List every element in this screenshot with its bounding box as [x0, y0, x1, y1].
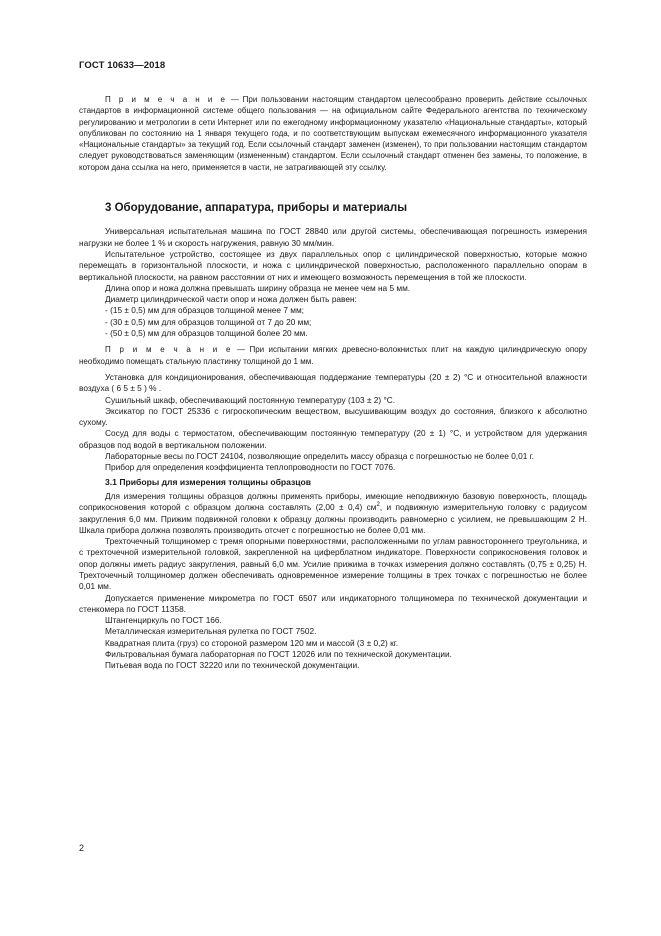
paragraph-conditioning: Установка для кондиционирования, обеспечивающая поддержание температуры (20 ± 2) °С и относительной влажности воздуха ( 6 5 ± 5 ) % .: [79, 371, 587, 394]
note-soft-boards: [79, 344, 587, 367]
paragraph-testing-machine: Универсальная испытательная машина по ГОСТ 28840 или другой системы, обеспечивающая погрешность измерения нагрузки не более 1 % и скорость нагружения, равную 30 мм/мин.: [79, 226, 587, 248]
paragraph-support-length: Длина опор и ножа должна превышать ширину образца не менее чем на 5 мм.: [105, 282, 411, 293]
note-text: — При испытании мягких древесно-волокнистых плит на каждую цилиндрическую опору необходимо помещать стальную пластинку толщиной до 1 мм.: [79, 345, 587, 366]
paragraph-three-point-gauge: Трехточечный толщиномер с тремя опорными поверхностями, расположенными по углам равностороннего треугольника, и с трехточечной измерительной головкой, закрепленной на циферблатном индикаторе. Поверхности соприкосновения головок и опор должны иметь радиус закругления, равный 6,0 мм. Усилие прижима в точках измерения должно составлять (0,75 ± 0,25) Н. Трехточечный толщиномер должен обеспечивать одновременное измерение толщины в трех точках с погрешностью не более 0,01 мм.: [79, 536, 587, 592]
list-item: - (30 ± 0,5) мм для образцов толщиной от 7 до 20 мм;: [105, 316, 312, 327]
paragraph-drying-cabinet: Сушильный шкаф, обеспечивающий постоянную температуру (103 ± 2) °С.: [105, 394, 396, 405]
list-item: - (50 ± 0,5) мм для образцов толщиной более 20 мм.: [105, 328, 308, 339]
paragraph-caliper: Штангенциркуль по ГОСТ 166.: [105, 615, 222, 626]
paragraph-conductivity-device: Прибор для определения коэффициента теплопроводности по ГОСТ 7076.: [105, 462, 396, 473]
paragraph-test-device: Испытательное устройство, состоящее из двух параллельных опор с цилиндрической поверхностью, которые можно перемещать в горизонтальной плоскости, и ножа с цилиндрической поверхностью, расположенного параллельно опорам в вертикальной плоскости, на равном расстоянии от них и имеющего возможность перемещения в той же плоскости.: [79, 248, 587, 282]
page-content: [79, 94, 587, 672]
paragraph-tape-measure: Металлическая измерительная рулетка по ГОСТ 7502.: [105, 626, 317, 637]
note-label: П р и м е ч а н и е: [105, 345, 233, 355]
note-text: — При пользовании настоящим стандартом целесообразно проверить действие ссылочных стандартов в информационной системе общего пользования — на официальном сайте Федерального агентства по техническому регулированию и метрологии в сети Интернет или по ежегодному информационному указателю «Национальные стандарты», который опубликован по состоянию на 1 января текущего года, и по соответствующим выпускам ежемесячного информационного указателя «Национальные стандарты» за текущий год. Если ссылочный стандарт заменен (изменен), то при пользовании настоящим стандартом следует руководствоваться заменяющим (измененным) стандартом. Если ссылочный стандарт отменен без замены, то положение, в котором дана ссылка на него, применяется в части, не затрагивающей эту ссылку.: [79, 95, 587, 172]
paragraph-thickness-instruments: Для измерения толщины образцов должны применять приборы, имеющие неподвижную базовую поверхность, площадь соприкосновения которой с образцом должна составлять (2,00 ± 0,4) $см^2$, и подвижную измерительную головку с радиусом закругления 6,0 мм. Прижим подвижной головки к образцу должны производить равномерно с усилием, не превышающим 2 Н. Шкала прибора должна позволять производить отсчет с погрешностью не более 0,01 мм.: [79, 490, 587, 535]
section-3-heading: 3 Оборудование, аппаратура, приборы и материалы: [105, 202, 408, 215]
standard-header: ГОСТ 10633—2018: [79, 60, 166, 71]
page-number: 2: [79, 843, 85, 853]
note-reference-standards: [79, 94, 587, 173]
paragraph-scales: Лабораторные весы по ГОСТ 24104, позволяющие определить массу образца с погрешностью не более 0,01 г.: [105, 451, 534, 462]
paragraph-water-vessel: Сосуд для воды с термостатом, обеспечивающим постоянную температуру (20 ± 1) °С, и устройством для удержания образцов под водой в вертикальном положении.: [79, 428, 587, 450]
subsection-3-1-heading: 3.1 Приборы для измерения толщины образцов: [105, 476, 312, 487]
paragraph-diameter: Диаметр цилиндрической части опор и ножа должен быть равен:: [105, 294, 357, 305]
list-item: - (15 ± 0,5) мм для образцов толщиной менее 7 мм;: [105, 305, 304, 316]
note-label: П р и м е ч а н и е: [105, 95, 228, 104]
paragraph-square-plate: Квадратная плита (груз) со стороной размером 120 мм и массой (3 ± 0,2) кг.: [105, 637, 399, 648]
paragraph-micrometer: Допускается применение микрометра по ГОСТ 6507 или индикаторного толщиномера по технической документации и стенкомера по ГОСТ 11358.: [79, 592, 587, 614]
paragraph-drinking-water: Питьевая вода по ГОСТ 32220 или по технической документации.: [105, 660, 360, 671]
paragraph-filter-paper: Фильтровальная бумага лабораторная по ГОСТ 12026 или по технической документации.: [105, 649, 452, 660]
paragraph-desiccator: Эксикатор по ГОСТ 25336 с гигроскопическим веществом, высушивающим воздух до состояния, близкого к абсолютно сухому.: [79, 405, 587, 428]
